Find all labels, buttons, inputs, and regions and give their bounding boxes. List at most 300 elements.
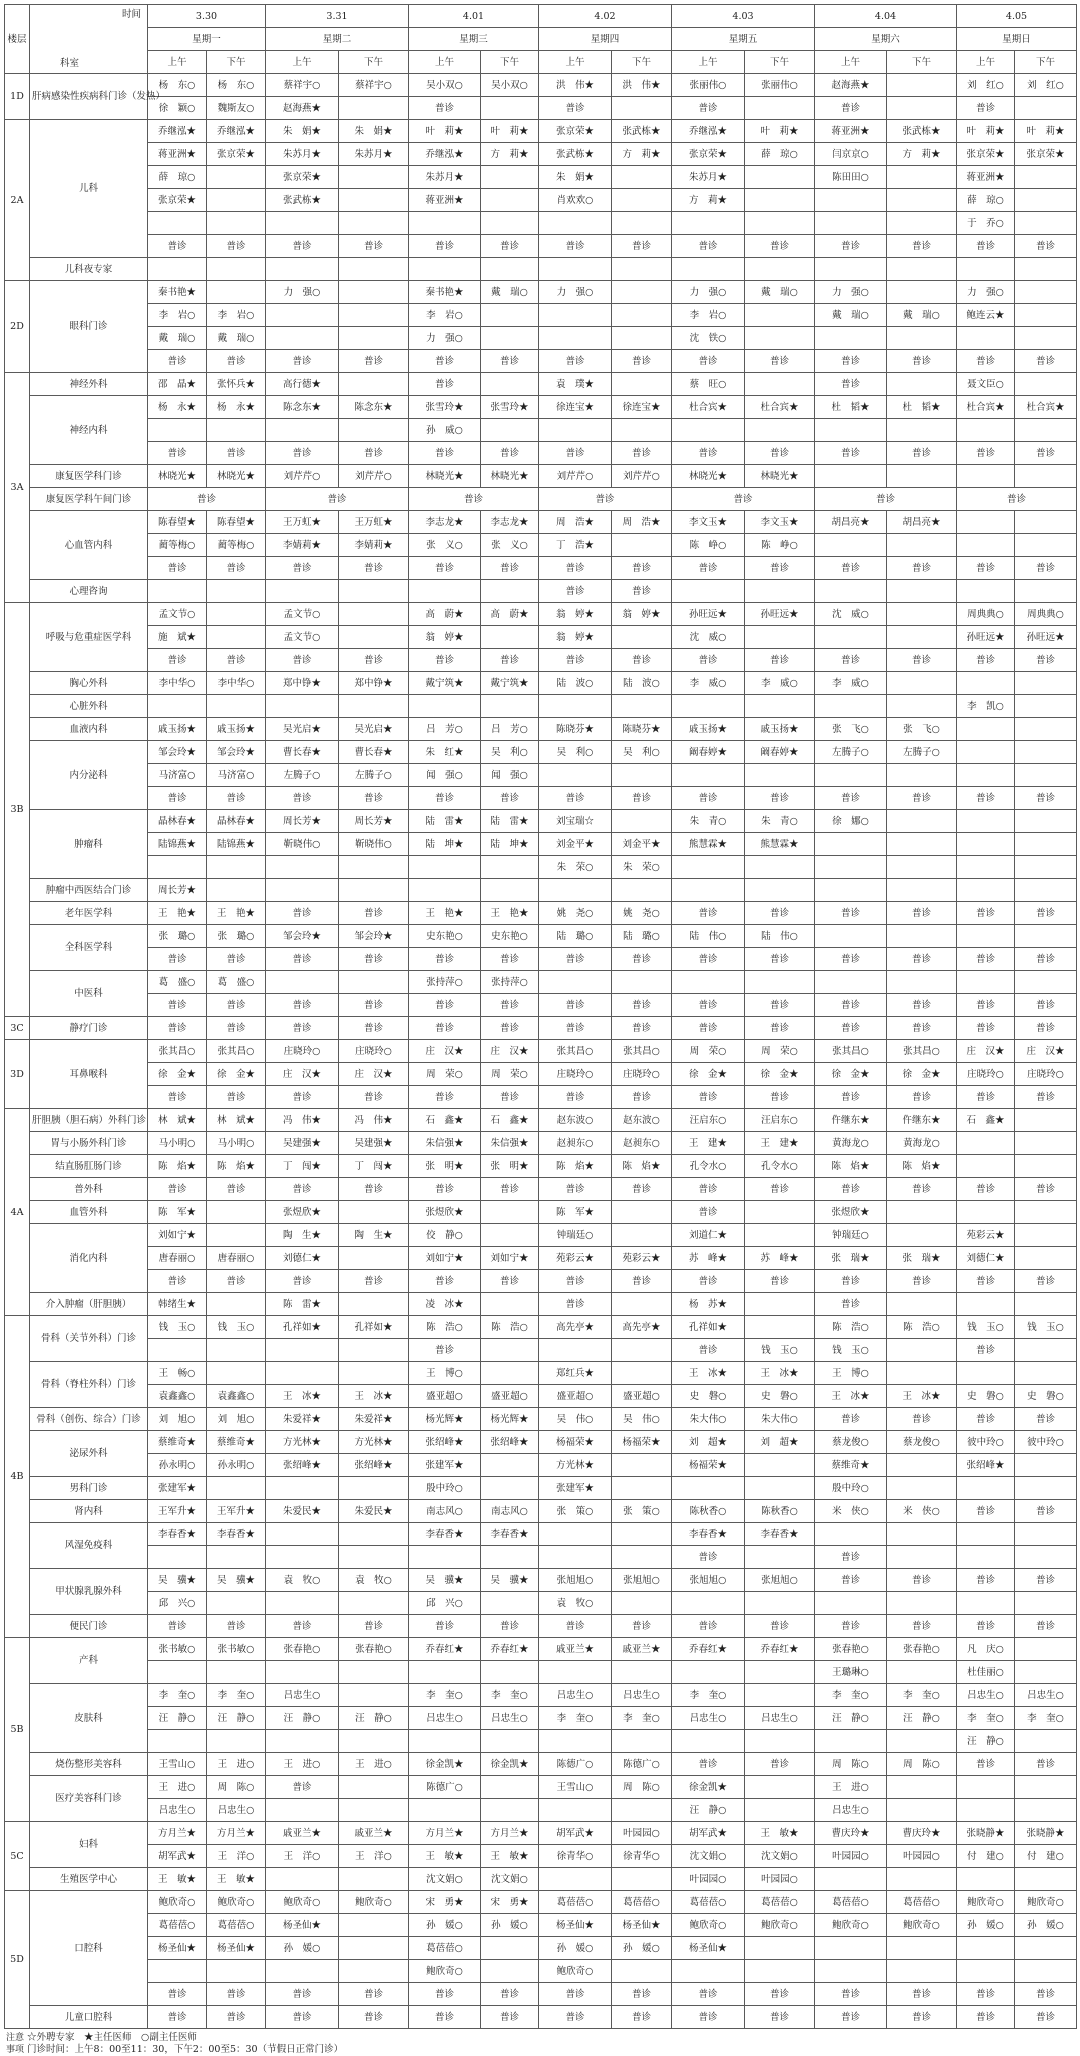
floor-cell: 3A <box>5 373 30 603</box>
slot-cell <box>339 419 409 442</box>
slot-cell: 普诊 <box>148 1270 207 1293</box>
slot-cell <box>1015 511 1077 534</box>
slot-cell: 戚玉扬★ <box>672 718 745 741</box>
slot-cell <box>612 971 672 994</box>
slot-cell: 张武栋★ <box>887 120 957 143</box>
slot-cell <box>148 1960 207 1983</box>
slot-cell <box>1015 971 1077 994</box>
slot-cell: 普诊 <box>148 1615 207 1638</box>
floor-cell: 3D <box>5 1040 30 1109</box>
department-cell: 内分泌科 <box>30 741 148 810</box>
date-header: 4.03 <box>672 5 815 28</box>
slot-cell: 陆锦燕★ <box>207 833 266 856</box>
slot-cell <box>539 764 612 787</box>
slot-cell: 张旭旭○ <box>672 1569 745 1592</box>
slot-cell: 陈田田○ <box>815 166 887 189</box>
table-row <box>5 1477 1077 1500</box>
slot-cell: 普诊 <box>339 235 409 258</box>
slot-cell <box>481 1293 539 1316</box>
slot-cell: 王 建★ <box>745 1132 815 1155</box>
slot-cell <box>887 833 957 856</box>
am-header: 上午 <box>957 51 1015 74</box>
department-cell: 静疗门诊 <box>30 1017 148 1040</box>
slot-cell: 普诊 <box>1015 2006 1077 2029</box>
slot-cell: 普诊 <box>887 235 957 258</box>
table-row <box>5 1615 1077 1638</box>
table-row <box>5 281 1077 304</box>
slot-cell: 陈 浩○ <box>481 1316 539 1339</box>
slot-cell: 普诊 <box>148 948 207 971</box>
slot-cell: 王 博○ <box>409 1362 481 1385</box>
slot-cell <box>339 971 409 994</box>
department-cell: 老年医学科 <box>30 902 148 925</box>
slot-cell <box>266 879 339 902</box>
slot-cell: 杨 东○ <box>148 74 207 97</box>
slot-cell: 邵 晶★ <box>148 373 207 396</box>
slot-cell: 叶园园○ <box>887 1845 957 1868</box>
slot-cell: 沈文娟○ <box>409 1868 481 1891</box>
slot-cell <box>207 1339 266 1362</box>
slot-cell <box>815 1937 887 1960</box>
slot-cell <box>339 1914 409 1937</box>
slot-cell: 丁 浩★ <box>539 534 612 557</box>
slot-cell: 朱爱民★ <box>339 1500 409 1523</box>
slot-cell: 胡昌亮★ <box>887 511 957 534</box>
slot-cell: 王 冰★ <box>672 1362 745 1385</box>
slot-cell: 普诊 <box>672 442 745 465</box>
slot-cell: 普诊 <box>1015 787 1077 810</box>
slot-cell <box>339 1937 409 1960</box>
slot-cell <box>815 465 887 488</box>
slot-cell: 普诊 <box>409 373 481 396</box>
slot-cell: 李 奎○ <box>1015 1707 1077 1730</box>
slot-cell: 力 强○ <box>266 281 339 304</box>
slot-cell: 王 冰★ <box>887 1385 957 1408</box>
slot-cell: 陆 璐○ <box>612 925 672 948</box>
slot-cell: 力 强○ <box>815 281 887 304</box>
slot-cell <box>409 580 481 603</box>
slot-cell <box>339 695 409 718</box>
slot-cell <box>957 925 1015 948</box>
slot-cell: 普诊 <box>672 488 815 511</box>
slot-cell: 普诊 <box>409 948 481 971</box>
slot-cell: 普诊 <box>339 787 409 810</box>
slot-cell <box>339 258 409 281</box>
slot-cell <box>148 580 207 603</box>
slot-cell: 吕忠生○ <box>148 1799 207 1822</box>
slot-cell <box>207 1201 266 1224</box>
slot-cell <box>957 419 1015 442</box>
slot-cell: 刘如宁★ <box>481 1247 539 1270</box>
slot-cell: 普诊 <box>539 557 612 580</box>
slot-cell: 钱 玉○ <box>815 1339 887 1362</box>
slot-cell: 方月兰★ <box>207 1822 266 1845</box>
slot-cell: 左腾子○ <box>887 741 957 764</box>
slot-cell <box>957 1592 1015 1615</box>
slot-cell <box>481 189 539 212</box>
slot-cell: 普诊 <box>481 1086 539 1109</box>
department-cell: 耳鼻喉科 <box>30 1040 148 1109</box>
slot-cell: 张书敏○ <box>148 1638 207 1661</box>
slot-cell <box>148 212 207 235</box>
slot-cell: 吴建强★ <box>266 1132 339 1155</box>
slot-cell: 鲍欣奇○ <box>1015 1891 1077 1914</box>
slot-cell: 米 侠○ <box>887 1500 957 1523</box>
slot-cell <box>266 258 339 281</box>
slot-cell: 仵继东★ <box>887 1109 957 1132</box>
slot-cell: 张绍峰★ <box>957 1454 1015 1477</box>
slot-cell: 翁 婷★ <box>409 626 481 649</box>
slot-cell: 苏 峰★ <box>745 1247 815 1270</box>
slot-cell: 普诊 <box>266 1615 339 1638</box>
slot-cell <box>539 971 612 994</box>
slot-cell: 孔令水○ <box>745 1155 815 1178</box>
slot-cell: 普诊 <box>148 787 207 810</box>
slot-cell: 洪 伟★ <box>612 74 672 97</box>
slot-cell: 张旭旭○ <box>745 1569 815 1592</box>
slot-cell <box>612 764 672 787</box>
slot-cell <box>539 1339 612 1362</box>
slot-cell: 李婧莉★ <box>339 534 409 557</box>
slot-cell: 朱 娟★ <box>339 120 409 143</box>
table-row <box>5 1937 1077 1960</box>
slot-cell: 鲍欣奇○ <box>148 1891 207 1914</box>
slot-cell: 沈文娟○ <box>672 1845 745 1868</box>
slot-cell <box>612 327 672 350</box>
slot-cell: 普诊 <box>745 948 815 971</box>
slot-cell: 杨 永★ <box>207 396 266 419</box>
slot-cell: 普诊 <box>745 1086 815 1109</box>
slot-cell <box>266 971 339 994</box>
slot-cell: 周 荣○ <box>745 1040 815 1063</box>
slot-cell: 朱爱祥★ <box>339 1408 409 1431</box>
slot-cell: 普诊 <box>815 1408 887 1431</box>
department-cell: 肝胆胰（胆石病）外科门诊 <box>30 1109 148 1132</box>
slot-cell: 晶林春★ <box>207 810 266 833</box>
slot-cell <box>887 534 957 557</box>
slot-cell <box>612 695 672 718</box>
slot-cell <box>612 626 672 649</box>
slot-cell <box>957 1960 1015 1983</box>
department-cell: 产科 <box>30 1638 148 1684</box>
slot-cell <box>1015 1592 1077 1615</box>
slot-cell: 葛蓓蓓○ <box>612 1891 672 1914</box>
slot-cell: 普诊 <box>481 442 539 465</box>
slot-cell <box>207 879 266 902</box>
slot-cell <box>887 1868 957 1891</box>
slot-cell: 邹会玲★ <box>148 741 207 764</box>
slot-cell: 孙 威○ <box>409 419 481 442</box>
slot-cell <box>672 419 745 442</box>
slot-cell: 石 鑫★ <box>957 1109 1015 1132</box>
slot-cell: 吴光启★ <box>266 718 339 741</box>
slot-cell <box>745 695 815 718</box>
slot-cell <box>481 304 539 327</box>
slot-cell: 普诊 <box>887 902 957 925</box>
slot-cell <box>148 419 207 442</box>
slot-cell: 普诊 <box>887 994 957 1017</box>
slot-cell <box>612 1339 672 1362</box>
slot-cell <box>1015 1362 1077 1385</box>
slot-cell: 张雪玲★ <box>481 396 539 419</box>
slot-cell: 普诊 <box>887 557 957 580</box>
slot-cell: 王 艳★ <box>409 902 481 925</box>
slot-cell: 张其昌○ <box>539 1040 612 1063</box>
slot-cell <box>1015 281 1077 304</box>
slot-cell <box>612 166 672 189</box>
slot-cell <box>148 695 207 718</box>
slot-cell: 普诊 <box>481 1017 539 1040</box>
slot-cell: 孙永明○ <box>148 1454 207 1477</box>
slot-cell: 魏斯友○ <box>207 97 266 120</box>
slot-cell <box>339 1684 409 1707</box>
slot-cell <box>1015 925 1077 948</box>
slot-cell <box>887 1201 957 1224</box>
date-header: 4.02 <box>539 5 672 28</box>
slot-cell: 普诊 <box>266 1017 339 1040</box>
slot-cell: 刘芹芹○ <box>612 465 672 488</box>
table-row <box>5 1684 1077 1707</box>
slot-cell: 普诊 <box>745 1983 815 2006</box>
slot-cell: 孙 媛○ <box>612 1937 672 1960</box>
slot-cell <box>887 1293 957 1316</box>
table-row <box>5 1178 1077 1201</box>
slot-cell: 普诊 <box>957 1753 1015 1776</box>
department-cell: 肿瘤科 <box>30 810 148 879</box>
slot-cell: 徐连宝★ <box>612 396 672 419</box>
slot-cell: 张春艳○ <box>887 1638 957 1661</box>
floor-cell: 1D <box>5 74 30 120</box>
slot-cell <box>957 764 1015 787</box>
slot-cell <box>957 856 1015 879</box>
slot-cell: 杨福荣★ <box>672 1454 745 1477</box>
slot-cell: 孙 媛○ <box>957 1914 1015 1937</box>
slot-cell: 翁 婷★ <box>612 603 672 626</box>
slot-cell: 徐 金★ <box>745 1063 815 1086</box>
slot-cell: 张京荣★ <box>207 143 266 166</box>
slot-cell: 戚玉扬★ <box>745 718 815 741</box>
slot-cell: 普诊 <box>207 787 266 810</box>
slot-cell: 胡军武★ <box>148 1845 207 1868</box>
department-cell: 妇科 <box>30 1822 148 1868</box>
slot-cell: 蔡维奇★ <box>148 1431 207 1454</box>
slot-cell: 汪 静○ <box>887 1707 957 1730</box>
slot-cell: 吕 芳○ <box>409 718 481 741</box>
slot-cell <box>612 1799 672 1822</box>
slot-cell: 普诊 <box>612 442 672 465</box>
slot-cell <box>612 1362 672 1385</box>
slot-cell: 周 浩★ <box>539 511 612 534</box>
slot-cell: 张 明★ <box>481 1155 539 1178</box>
slot-cell <box>481 695 539 718</box>
slot-cell: 陈 浩○ <box>815 1316 887 1339</box>
table-row <box>5 580 1077 603</box>
slot-cell: 普诊 <box>339 1017 409 1040</box>
slot-cell <box>1015 1201 1077 1224</box>
slot-cell <box>745 1454 815 1477</box>
slot-cell <box>815 580 887 603</box>
slot-cell <box>266 1523 339 1546</box>
slot-cell: 王 艳★ <box>148 902 207 925</box>
slot-cell: 普诊 <box>612 1983 672 2006</box>
slot-cell: 力 强○ <box>672 281 745 304</box>
slot-cell: 葛蓓蓓○ <box>409 1937 481 1960</box>
slot-cell: 乔继泓★ <box>409 143 481 166</box>
slot-cell: 吕忠生○ <box>815 1799 887 1822</box>
slot-cell: 普诊 <box>481 2006 539 2029</box>
slot-cell <box>672 971 745 994</box>
slot-cell: 普诊 <box>266 1983 339 2006</box>
slot-cell: 普诊 <box>612 350 672 373</box>
slot-cell: 靳晓伟○ <box>339 833 409 856</box>
slot-cell: 戚玉扬★ <box>207 718 266 741</box>
slot-cell: 李 岩○ <box>409 304 481 327</box>
slot-cell: 周 荣○ <box>672 1040 745 1063</box>
slot-cell <box>266 856 339 879</box>
slot-cell <box>745 764 815 787</box>
slot-cell: 王 冰★ <box>339 1385 409 1408</box>
slot-cell: 普诊 <box>266 350 339 373</box>
slot-cell: 葛蓓蓓○ <box>815 1891 887 1914</box>
slot-cell <box>481 580 539 603</box>
slot-cell: 朱苏月★ <box>409 166 481 189</box>
slot-cell: 叶 莉★ <box>745 120 815 143</box>
slot-cell: 周长芳★ <box>148 879 207 902</box>
pm-header: 下午 <box>1015 51 1077 74</box>
slot-cell: 普诊 <box>207 350 266 373</box>
slot-cell: 张京荣★ <box>539 120 612 143</box>
slot-cell: 沈 铁○ <box>672 327 745 350</box>
department-cell: 烧伤整形美容科 <box>30 1753 148 1776</box>
slot-cell: 高先亭★ <box>539 1316 612 1339</box>
department-cell: 便民门诊 <box>30 1615 148 1638</box>
slot-cell: 戚亚兰★ <box>339 1822 409 1845</box>
slot-cell: 李婧莉★ <box>266 534 339 557</box>
slot-cell: 普诊 <box>148 2006 207 2029</box>
slot-cell: 普诊 <box>1015 1753 1077 1776</box>
slot-cell: 戴 瑞○ <box>815 304 887 327</box>
slot-cell: 普诊 <box>481 787 539 810</box>
slot-cell: 李 奎○ <box>957 1707 1015 1730</box>
slot-cell <box>815 856 887 879</box>
slot-cell: 王 进○ <box>815 1776 887 1799</box>
slot-cell <box>409 212 481 235</box>
slot-cell: 李春香★ <box>207 1523 266 1546</box>
slot-cell: 普诊 <box>957 902 1015 925</box>
slot-cell: 李 凯○ <box>957 695 1015 718</box>
slot-cell: 普诊 <box>672 1753 745 1776</box>
table-row <box>5 1592 1077 1615</box>
slot-cell: 普诊 <box>1015 557 1077 580</box>
slot-cell: 盛亚超○ <box>481 1385 539 1408</box>
slot-cell: 苏 峰★ <box>672 1247 745 1270</box>
slot-cell: 普诊 <box>957 787 1015 810</box>
slot-cell: 庄晓玲○ <box>612 1063 672 1086</box>
table-row <box>5 833 1077 856</box>
slot-cell <box>887 419 957 442</box>
slot-cell: 聂文臣○ <box>957 373 1015 396</box>
slot-cell: 吕忠生○ <box>612 1684 672 1707</box>
slot-cell: 方 莉★ <box>672 189 745 212</box>
slot-cell: 徐金凯★ <box>481 1753 539 1776</box>
slot-cell: 蔡维奇★ <box>207 1431 266 1454</box>
slot-cell: 普诊 <box>612 948 672 971</box>
table-row <box>5 1247 1077 1270</box>
slot-cell: 庄晓玲○ <box>1015 1063 1077 1086</box>
slot-cell <box>207 1224 266 1247</box>
slot-cell: 普诊 <box>957 97 1015 120</box>
slot-cell: 普诊 <box>612 649 672 672</box>
slot-cell: 鲍欣奇○ <box>672 1914 745 1937</box>
slot-cell <box>957 833 1015 856</box>
slot-cell <box>539 1546 612 1569</box>
slot-cell: 杨圣仙★ <box>612 1914 672 1937</box>
slot-cell: 孟文节○ <box>266 603 339 626</box>
slot-cell <box>612 1546 672 1569</box>
slot-cell: 蔡维奇★ <box>815 1454 887 1477</box>
slot-cell <box>539 304 612 327</box>
slot-cell: 吕忠生○ <box>266 1684 339 1707</box>
slot-cell <box>481 373 539 396</box>
slot-cell: 杨光辉★ <box>481 1408 539 1431</box>
slot-cell: 张建军★ <box>148 1477 207 1500</box>
slot-cell <box>887 1592 957 1615</box>
slot-cell: 普诊 <box>745 1178 815 1201</box>
slot-cell: 蔺等梅○ <box>207 534 266 557</box>
slot-cell: 普诊 <box>339 994 409 1017</box>
slot-cell: 王 冰★ <box>745 1362 815 1385</box>
table-row <box>5 419 1077 442</box>
slot-cell: 普诊 <box>815 994 887 1017</box>
slot-cell <box>672 1477 745 1500</box>
slot-cell: 张煜欣★ <box>815 1201 887 1224</box>
floor-cell: 4B <box>5 1316 30 1638</box>
slot-cell: 陈 军★ <box>539 1201 612 1224</box>
slot-cell <box>815 327 887 350</box>
slot-cell: 普诊 <box>207 1086 266 1109</box>
slot-cell <box>339 304 409 327</box>
slot-cell: 普诊 <box>745 649 815 672</box>
department-cell: 医疗美容科门诊 <box>30 1776 148 1822</box>
slot-cell: 普诊 <box>539 580 612 603</box>
slot-cell: 高行德★ <box>266 373 339 396</box>
slot-cell <box>672 580 745 603</box>
slot-cell: 鲍欣奇○ <box>957 1891 1015 1914</box>
slot-cell: 陈 焰★ <box>207 1155 266 1178</box>
slot-cell: 杜合宾★ <box>1015 396 1077 419</box>
slot-cell: 张旭旭○ <box>612 1569 672 1592</box>
slot-cell: 普诊 <box>612 235 672 258</box>
slot-cell <box>745 1730 815 1753</box>
slot-cell: 周 陈○ <box>815 1753 887 1776</box>
slot-cell <box>957 258 1015 281</box>
slot-cell: 普诊 <box>745 1615 815 1638</box>
slot-cell: 陈 峥○ <box>745 534 815 557</box>
slot-cell: 王 敏★ <box>481 1845 539 1868</box>
slot-cell: 张春艳○ <box>266 1638 339 1661</box>
slot-cell: 普诊 <box>1015 994 1077 1017</box>
slot-cell: 彼中玲○ <box>957 1431 1015 1454</box>
slot-cell: 刘德仁★ <box>957 1247 1015 1270</box>
department-cell: 骨科（脊柱外科）门诊 <box>30 1362 148 1408</box>
slot-cell: 普诊 <box>266 1086 339 1109</box>
slot-cell: 张春艳○ <box>339 1638 409 1661</box>
slot-cell: 王 敏★ <box>409 1845 481 1868</box>
slot-cell: 孙 媛○ <box>1015 1914 1077 1937</box>
slot-cell <box>887 810 957 833</box>
slot-cell: 叶园园○ <box>815 1845 887 1868</box>
slot-cell <box>148 1339 207 1362</box>
